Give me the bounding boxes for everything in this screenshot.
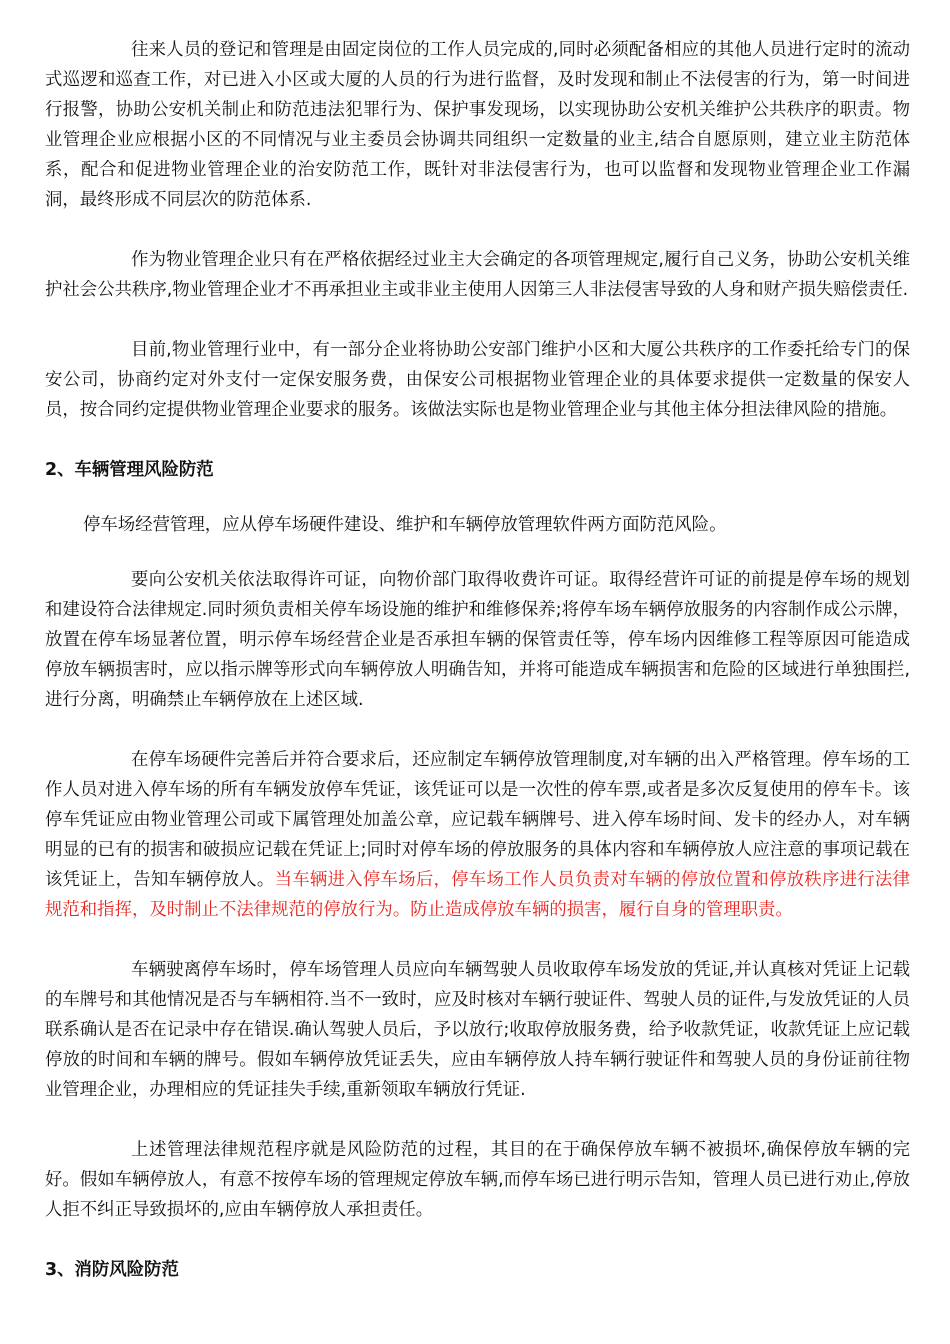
paragraph-gap: [45, 485, 910, 510]
paragraph-parking-overview: 停车场经营管理，应从停车场硬件建设、维护和车辆停放管理软件两方面防范风险。: [83, 515, 727, 535]
paragraph-gap: [45, 305, 910, 335]
section-heading-fire-safety: 3、消防风险防范: [45, 1260, 179, 1280]
paragraph-gap: [45, 925, 910, 955]
paragraph-visitor-management: 往来人员的登记和管理是由固定岗位的工作人员完成的,同时必须配备相应的其他人员进行定时的流动式巡逻和巡查工作，对已进入小区或大厦的人员的行为进行监督，及时发现和制止不法侵害的行为，第一时间进行报警，协助公安机关制止和防范违法犯罪行为、保护事发现场，以实现协助公安机关维护公共秩序的职责。物业管理企业应根据小区的不同情况与业主委员会协调共同组织一定数量的业主,结合自愿原则，建立业主防范体系，配合和促进物业管理企业的治安防范工作，既针对非法侵害行为，也可以监督和发现物业管理企业工作漏洞，最终形成不同层次的防范体系.: [45, 40, 910, 210]
paragraph-gap: [45, 1225, 910, 1255]
paragraph-parking-rules: [45, 745, 910, 925]
paragraph-parking-permits: 要向公安机关依法取得许可证，向物价部门取得收费许可证。取得经营许可证的前提是停车场的规划和建设符合法律规定.同时须负责相关停车场设施的维护和维修保养;将停车场车辆停放服务的内容制作成公示牌，放置在停车场显著位置，明示停车场经营企业是否承担车辆的保管责任等，停车场内因维修工程等原因可能造成停放车辆损害时，应以指示牌等形式向车辆停放人明确告知，并将可能造成车辆损害和危险的区域进行单独围拦,进行分离，明确禁止车辆停放在上述区域.: [45, 570, 910, 710]
section-heading-vehicle-management: 2、车辆管理风险防范: [45, 460, 214, 480]
paragraph-gap: [45, 215, 910, 245]
paragraph-security-outsourcing: 目前,物业管理行业中，有一部分企业将协助公安部门维护小区和大厦公共秩序的工作委托给专门的保安公司，协商约定对外支付一定保安服务费，由保安公司根据物业管理企业的具体要求提供一定数量的保安人员，按合同约定提供物业管理企业要求的服务。该做法实际也是物业管理企业与其他主体分担法律风险的措施。: [45, 340, 910, 420]
paragraph-liability-exemption: 作为物业管理企业只有在严格依据经过业主大会确定的各项管理规定,履行自己义务，协助公安机关维护社会公共秩序,物业管理企业才不再承担业主或非业主使用人因第三人非法侵害导致的人身和财产损失赔偿责任.: [45, 250, 910, 300]
paragraph-vehicle-exit: 车辆驶离停车场时，停车场管理人员应向车辆驾驶人员收取停车场发放的凭证,并认真核对凭证上记载的车牌号和其他情况是否与车辆相符.当不一致时，应及时核对车辆行驶证件、驾驶人员的证件,与发放凭证的人员联系确认是否在记录中存在错误.确认驾驶人员后，予以放行;收取停放服务费，给予收款凭证，收款凭证上应记载停放的时间和车辆的牌号。假如车辆停放凭证丢失，应由车辆停放人持车辆行驶证件和驾驶人员的身份证前往物业管理企业，办理相应的凭证挂失手续,重新领取车辆放行凭证.: [45, 960, 910, 1100]
parking-rules-text: 在停车场硬件完善后并符合要求后，还应制定车辆停放管理制度,对车辆的出入严格管理。停车场的工作人员对进入停车场的所有车辆发放停车凭证，该凭证可以是一次性的停车票,或者是多次反复使用的停车卡。该停车凭证应由物业管理公司或下属管理处加盖公章，应记载车辆牌号、进入停车场时间、发卡的经办人，对车辆明显的已有的损害和破损应记载在凭证上;同时对停车场的停放服务的具体内容和车辆停放人应注意的事项记载在该凭证上，告知车辆停放人。: [45, 750, 910, 890]
document-page: [45, 35, 910, 1285]
paragraph-gap: [45, 715, 910, 745]
paragraph-gap: [45, 425, 910, 455]
paragraph-risk-summary: 上述管理法律规范程序就是风险防范的过程，其目的在于确保停放车辆不被损坏,确保停放车辆的完好。假如车辆停放人，有意不按停车场的管理规定停放车辆,而停车场已进行明示告知，管理人员已进行劝止,停放人拒不纠正导致损坏的,应由车辆停放人承担责任。: [45, 1140, 910, 1220]
highlighted-text: 当车辆进入停车场后，停车场工作人员负责对车辆的停放位置和停放秩序进行法律规范和指挥，及时制止不法律规范的停放行为。防止造成停放车辆的损害，履行自身的管理职责。: [45, 870, 910, 920]
paragraph-gap: [45, 540, 910, 565]
paragraph-gap: [45, 1105, 910, 1135]
